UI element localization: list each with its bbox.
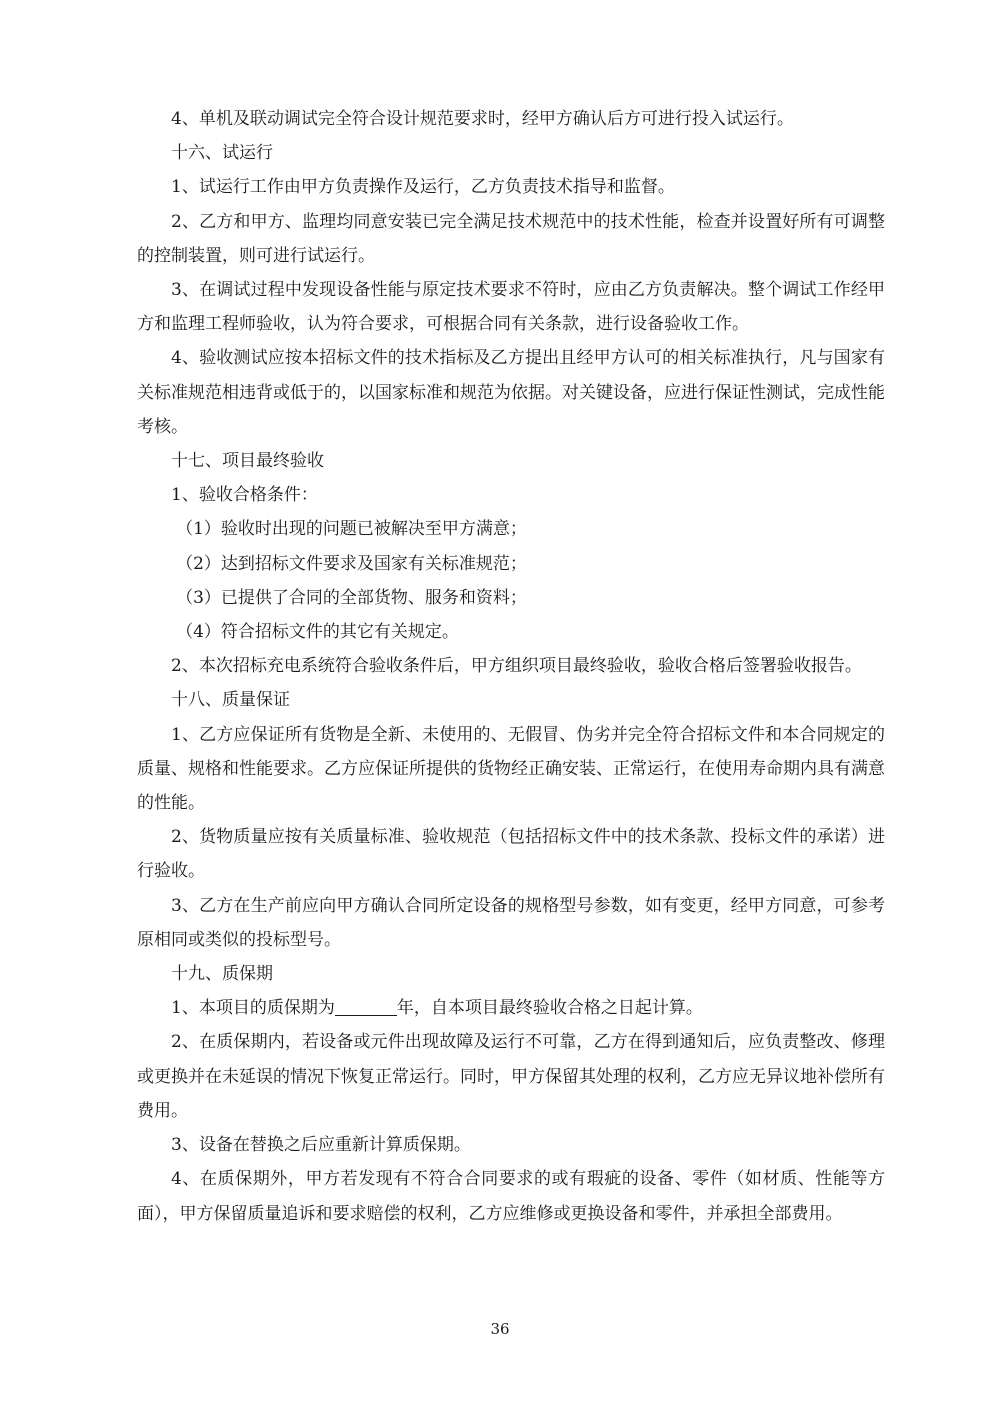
paragraph: 3、设备在替换之后应重新计算质保期。 [171, 1135, 471, 1156]
paragraph: 1、乙方应保证所有货物是全新、未使用的、无假冒、伪劣并完全符合招标文件和本合同规定的质量、规格和性能要求。乙方应保证所提供的货物经正确安装、正常运行，在使用寿命期内具有满意的性能。 [137, 724, 885, 814]
warranty-prefix: 1、本项目的质保期为 [171, 998, 335, 1019]
warranty-period-paragraph [137, 991, 885, 1025]
list-item: （4）符合招标文件的其它有关规定。 [176, 622, 459, 643]
section-heading: 十九、质保期 [171, 964, 273, 985]
paragraph: 1、验收合格条件： [171, 485, 318, 506]
paragraph: 2、货物质量应按有关质量标准、验收规范（包括招标文件中的技术条款、投标文件的承诺）进行验收。 [137, 827, 885, 882]
section-heading: 十六、试运行 [171, 143, 273, 164]
warranty-years-blank [335, 998, 397, 1016]
paragraph: 3、乙方在生产前应向甲方确认合同所定设备的规格型号参数，如有变更，经甲方同意，可参考原相同或类似的投标型号。 [137, 895, 885, 950]
paragraph: 2、本次招标充电系统符合验收条件后，甲方组织项目最终验收，验收合格后签署验收报告。 [171, 656, 862, 677]
paragraph: 2、在质保期内，若设备或元件出现故障及运行不可靠，乙方在得到通知后，应负责整改、修理或更换并在未延误的情况下恢复正常运行。同时，甲方保留其处理的权利，乙方应无异议地补偿所有费用。 [137, 1032, 885, 1121]
list-item: （1）验收时出现的问题已被解决至甲方满意； [176, 519, 527, 540]
list-item: （2）达到招标文件要求及国家有关标准规范； [176, 553, 527, 574]
warranty-suffix: 年，自本项目最终验收合格之日起计算。 [396, 998, 703, 1019]
section-heading: 十七、项目最终验收 [171, 451, 324, 472]
paragraph: 3、在调试过程中发现设备性能与原定技术要求不符时，应由乙方负责解决。整个调试工作经甲方和监理工程师验收，认为符合要求，可根据合同有关条款，进行设备验收工作。 [137, 280, 885, 335]
page-number: 36 [490, 1320, 510, 1338]
section-heading: 十八、质量保证 [171, 690, 290, 711]
paragraph: 1、试运行工作由甲方负责操作及运行，乙方负责技术指导和监督。 [171, 177, 675, 198]
page-body [137, 102, 885, 1231]
list-item: （3）已提供了合同的全部货物、服务和资料； [176, 587, 527, 608]
paragraph: 2、乙方和甲方、监理均同意安装已完全满足技术规范中的技术性能，检查并设置好所有可调整的控制装置，则可进行试运行。 [137, 211, 885, 266]
paragraph: 4、单机及联动调试完全符合设计规范要求时，经甲方确认后方可进行投入试运行。 [171, 109, 794, 129]
paragraph: 4、验收测试应按本招标文件的技术指标及乙方提出且经甲方认可的相关标准执行，凡与国家有关标准规范相违背或低于的，以国家标准和规范为依据。对关键设备，应进行保证性测试，完成性能考核。 [137, 348, 885, 437]
paragraph: 4、在质保期外，甲方若发现有不符合合同要求的或有瑕疵的设备、零件（如材质、性能等方面），甲方保留质量追诉和要求赔偿的权利，乙方应维修或更换设备和零件，并承担全部费用。 [137, 1169, 885, 1224]
